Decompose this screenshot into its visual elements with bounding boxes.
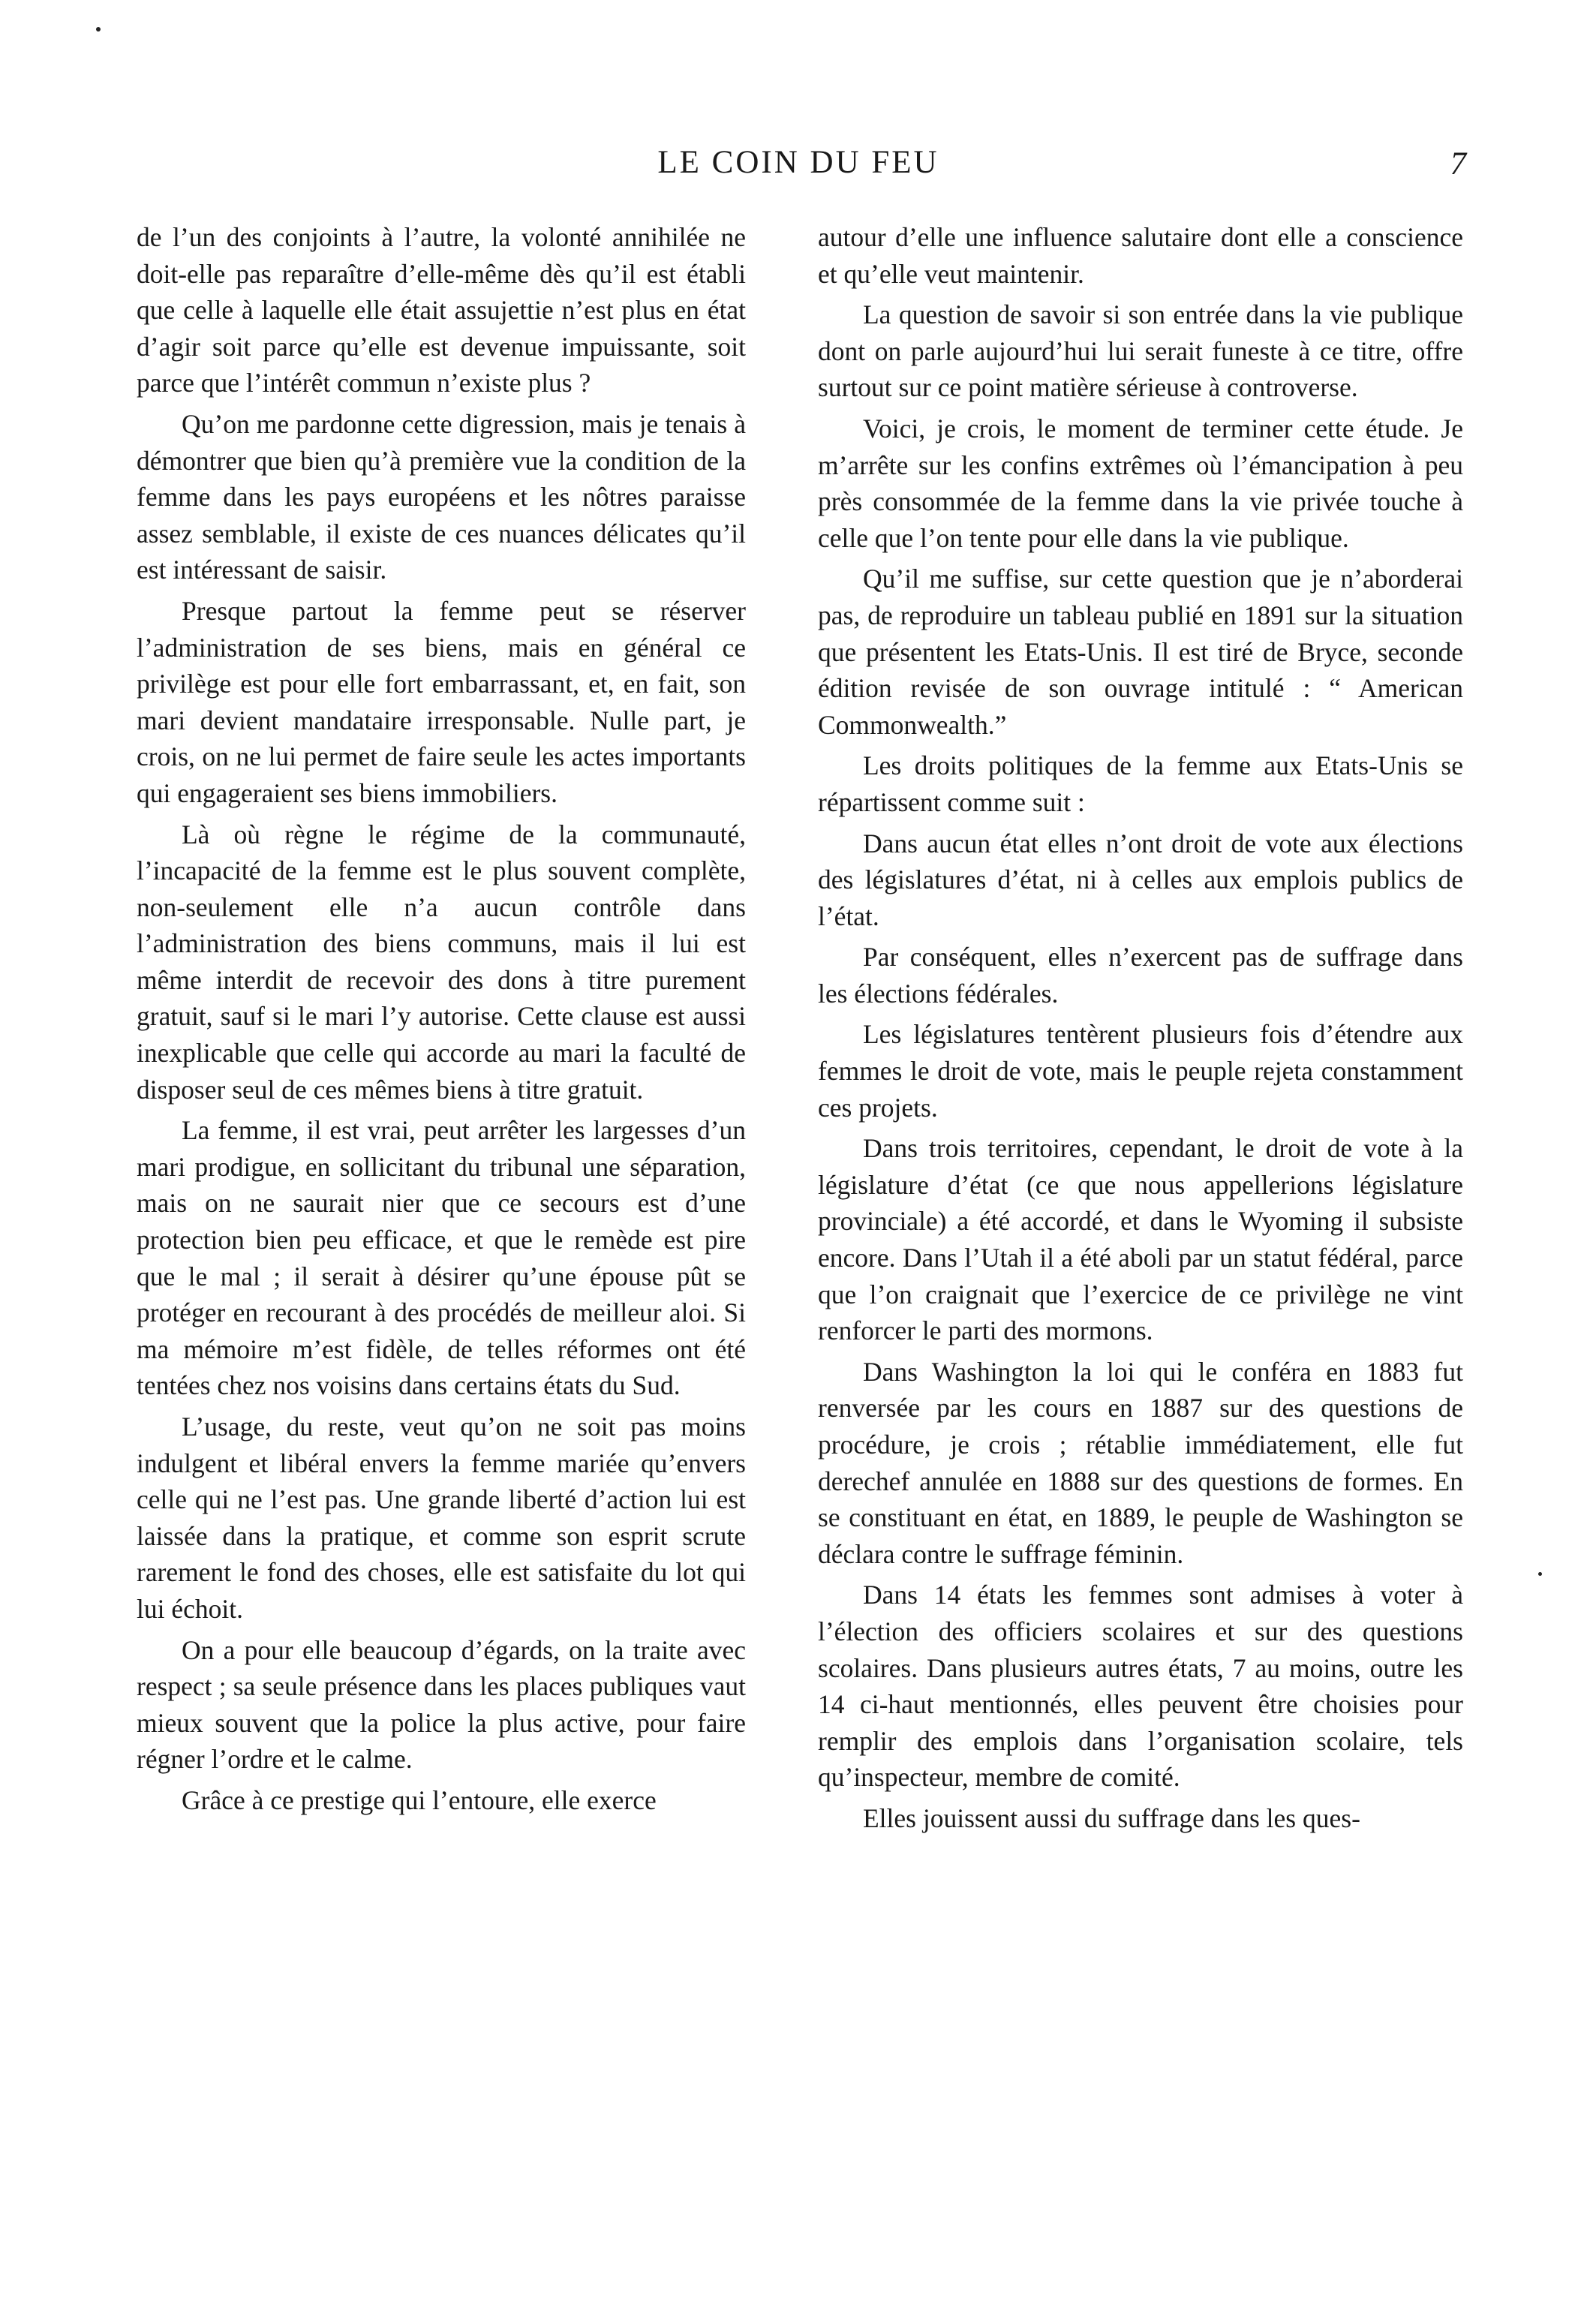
paragraph: La femme, il est vrai, peut arrêter les largesses d’un mari prodigue, en sollicitant du tribunal une séparation, mais on ne saurait nier que ce secours est d’une protection bien peu efficace, et que le remède est pire que le mal ; il serait à désirer qu’une épouse pût se protéger en recourant à des procédés de meilleur aloi. Si ma mémoire m’est fidèle, de telles réformes ont été tentées chez nos voisins dans certains états du Sud. <box>137 1115 746 1401</box>
paragraph: Les législatures tentèrent plusieurs fois d’étendre aux femmes le droit de vote, mais le peuple rejeta constamment ces projets. <box>818 1019 1463 1123</box>
paragraph: de l’un des conjoints à l’autre, la volonté annihilée ne doit-elle pas reparaître d’elle-même dès qu’il est établi que celle à laquelle elle était assujettie n’est plus en état d’agir soit parce qu’elle est devenue impuissante, soit parce que l’intérêt commun n’existe plus ? <box>137 222 746 398</box>
paragraph: Voici, je crois, le moment de terminer cette étude. Je m’arrête sur les confins extrêmes où l’émancipation à peu près consommée de la femme dans la vie privée touche à celle que l’on tente pour elle dans la vie publique. <box>818 413 1463 553</box>
right-column <box>818 219 1463 1841</box>
running-title: LE COIN DU FEU <box>657 145 939 180</box>
left-column <box>137 219 746 1823</box>
paragraph: Dans Washington la loi qui le conféra en 1883 fut renversée par les cours en 1887 sur des questions de procédure, je crois ; rétablie immédiatement, elle fut derechef annulée en 1888 sur des questions de formes. En se constituant en état, en 1889, le peuple de Washington se déclara contre le suffrage féminin. <box>818 1356 1463 1569</box>
ink-speck <box>1538 1572 1542 1576</box>
paragraph: Là où règne le régime de la communauté, l’incapacité de la femme est le plus souvent complète, non-seulement elle n’a aucun contrôle dans l’administration des biens communs, mais il lui est même interdit de recevoir des dons à titre purement gratuit, sauf si le mari l’y autorise. Cette clause est aussi inexplicable que celle qui accorde au mari la faculté de disposer seul de ces mêmes biens à titre gratuit. <box>137 819 746 1105</box>
paragraph: Dans trois territoires, cependant, le droit de vote à la législature d’état (ce que nous appellerions législature provinciale) a été accordé, et dans le Wyoming il subsiste encore. Dans l’Utah il a été aboli par un statut fédéral, parce que l’on craignait que l’exercice de ce privilège ne vint renforcer le parti des mormons. <box>818 1133 1463 1346</box>
paragraph: autour d’elle une influence salutaire dont elle a conscience et qu’elle veut maintenir. <box>818 222 1463 289</box>
paragraph: L’usage, du reste, veut qu’on ne soit pas moins indulgent et libéral envers la femme mariée qu’envers celle qui ne l’est pas. Une grande liberté d’action lui est laissée dans la pratique, et comme son esprit scrute rarement le fond des choses, elle est satisfaite du lot qui lui échoit. <box>137 1412 746 1624</box>
page-number: 7 <box>1450 146 1466 182</box>
paragraph: Par conséquent, elles n’exercent pas de suffrage dans les élections fédérales. <box>818 942 1463 1009</box>
paragraph: Qu’il me suffise, sur cette question que je n’aborderai pas, de reproduire un tableau publié en 1891 sur la situation que présentent les Etats-Unis. Il est tiré de Bryce, seconde édition revisée de son ouvrage intitulé : “ American Commonwealth.” <box>818 564 1463 740</box>
paragraph: Les droits politiques de la femme aux Etats-Unis se répartissent comme suit : <box>818 750 1463 817</box>
paragraph: On a pour elle beaucoup d’égards, on la traite avec respect ; sa seule présence dans les places publiques vaut mieux souvent que la police la plus active, pour faire régner l’ordre et le calme. <box>137 1634 746 1775</box>
ink-speck <box>96 27 101 32</box>
paragraph: Presque partout la femme peut se réserver l’administration de ses biens, mais en général ce privilège est pour elle fort embarrassant, et, en fait, son mari devient mandataire irresponsable. Nulle part, je crois, on ne lui permet de faire seule les actes importants qui engageraient ses biens immobiliers. <box>137 595 746 808</box>
paragraph: Grâce à ce prestige qui l’entoure, elle exerce <box>182 1784 657 1815</box>
paragraph: La question de savoir si son entrée dans la vie publique dont on parle aujourd’hui lui serait funeste à ce titre, offre surtout sur ce point matière sérieuse à controverse. <box>818 299 1463 403</box>
paragraph: Qu’on me pardonne cette digression, mais je tenais à démontrer que bien qu’à première vue la condition de la femme dans les pays européens et les nôtres paraisse assez semblable, il existe de ces nuances délicates qu’il est intéressant de saisir. <box>137 408 746 585</box>
page-header <box>131 144 1466 189</box>
paragraph: Dans 14 états les femmes sont admises à voter à l’élection des officiers scolaires et sur des questions scolaires. Dans plusieurs autres états, 7 au moins, outre les 14 ci-haut mentionnés, elles peuvent être choisies pour remplir des emplois dans l’organisation scolaire, tels qu’inspecteur, membre de comité. <box>818 1580 1463 1793</box>
paragraph: Elles jouissent aussi du suffrage dans les ques- <box>863 1802 1360 1833</box>
paragraph: Dans aucun état elles n’ont droit de vote aux élections des législatures d’état, ni à celles aux emplois publics de l’état. <box>818 828 1463 931</box>
